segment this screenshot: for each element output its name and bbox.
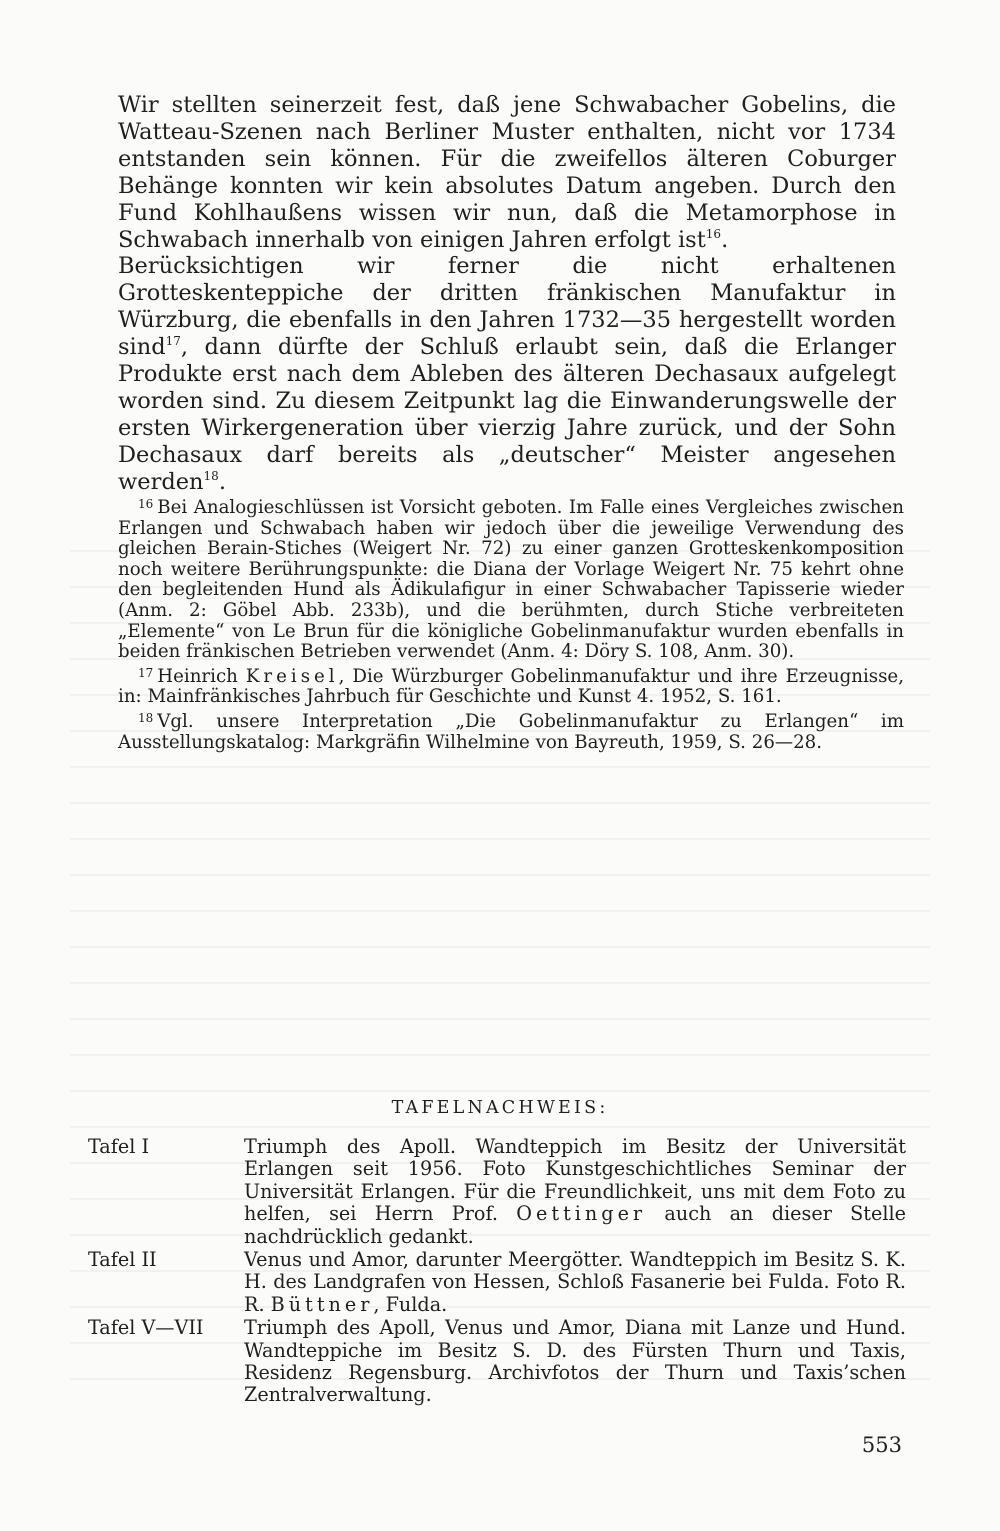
plate-description: Triumph des Apoll. Wandteppich im Besitz der Universität Erlangen seit 1956. Foto Kunstgeschichtliches Seminar der Universität Erlangen. Für die Freundlichkeit, uns mit dem Foto zu helfen, sei Herrn Prof. Oettinger auch an dieser Stelle nachdrücklich gedankt. <box>244 1135 907 1248</box>
plate-description: Triumph des Apoll, Venus und Amor, Diana mit Lanze und Hund. Wandteppiche im Besitz S. D. des Fürsten Thurn und Taxis, Residenz Regensburg. Archivfotos der Thurn und Taxis’schen Zentralverwaltung. <box>244 1316 906 1407</box>
plate-label: Tafel I <box>88 1135 150 1158</box>
plate-label: Tafel V—VII <box>88 1316 204 1340</box>
footnote-ref-16: 16 <box>705 226 722 241</box>
plate-entry <box>88 1136 906 1248</box>
plate-entry <box>88 1249 906 1316</box>
plate-label: Tafel II <box>88 1248 157 1272</box>
person-name: Büttner <box>270 1292 374 1316</box>
footnote-18: $^{18}$ Vgl. unsere Interpretation „Die Gobelinmanufaktur zu Erlangen“ im Ausstellungskatalog: Markgräfin Wilhelmine von Bayreuth, 1959, S. 26—28. <box>118 710 904 753</box>
footnote-ref-17: 17 <box>165 334 181 349</box>
paragraph-1: Wir stellten seinerzeit fest, daß jene Schwabacher Gobelins, die Watteau-Szenen nach Berliner Muster enthalten, nicht vor 1734 entstanden sein können. Für die zweifellos älteren Coburger Behänge konnten wir kein absolutes Datum angeben. Durch den Fund Kohlhaußens wissen wir nun, daß die Metamorphose in Schwabach innerhalb von einigen Jahren erfolgt ist$^{16}$. <box>118 92 896 253</box>
plate-list <box>88 1136 906 1408</box>
author-name: Kreisel <box>245 665 339 687</box>
footnote-ref-18: 18 <box>203 468 219 483</box>
page-number: 553 <box>861 1433 902 1457</box>
plate-entry <box>88 1317 906 1407</box>
footnotes <box>118 494 904 753</box>
footnote-17: $^{17}$ Heinrich Kreisel, Die Würzburger Gobelinmanufaktur und ihre Erzeugnisse, in: Mainfränkisches Jahrbuch für Geschichte und Kunst 4. 1952, S. 161. <box>118 665 904 708</box>
paragraph-2: Berücksichtigen wir ferner die nicht erhaltenen Grotteskenteppiche der dritten fränkischen Manufaktur in Würzburg, die ebenfalls in den Jahren 1732—35 hergestellt worden sind$^{17}$, dann dürfte der Schluß erlaubt sein, daß die Erlanger Produkte erst nach dem Ableben des älteren Dechasaux aufgelegt worden sind. Zu diesem Zeitpunkt lag die Einwanderungswelle der ersten Wirkergeneration über vierzig Jahre zurück, und der Sohn Dechasaux darf bereits als „deutscher“ Meister angesehen werden$^{18}$. <box>118 253 896 495</box>
plate-description: Venus und Amor, darunter Meergötter. Wandteppich im Besitz S. K. H. des Landgrafen von Hessen, Schloß Fasanerie bei Fulda. Foto R. R. Büttner, Fulda. <box>244 1248 906 1316</box>
section-heading: TAFELNACHWEIS: <box>391 1098 609 1118</box>
main-text <box>118 92 896 496</box>
person-name: Oettinger <box>516 1202 647 1226</box>
footnote-16: $^{16}$ Bei Analogieschlüssen ist Vorsicht geboten. Im Falle eines Vergleiches zwischen Erlangen und Schwabach haben wir jedoch über die jeweilige Verwendung des gleichen Berain-Stiches (Weigert Nr. 72) zu einer ganzen Grotteskenkomposition noch weitere Berührungspunkte: die Diana der Vorlage Weigert Nr. 75 kehrt ohne den begleitenden Hund als Ädikulafigur in einer Schwabacher Tapisserie wieder (Anm. 2: Göbel Abb. 233b), und die berühmten, durch Stiche verbreiteten „Elemente“ von Le Brun für die königliche Gobelinmanufaktur wurden ebenfalls in beiden fränkischen Betrieben verwendet (Anm. 4: Döry S. 108, Anm. 30). <box>118 497 904 663</box>
